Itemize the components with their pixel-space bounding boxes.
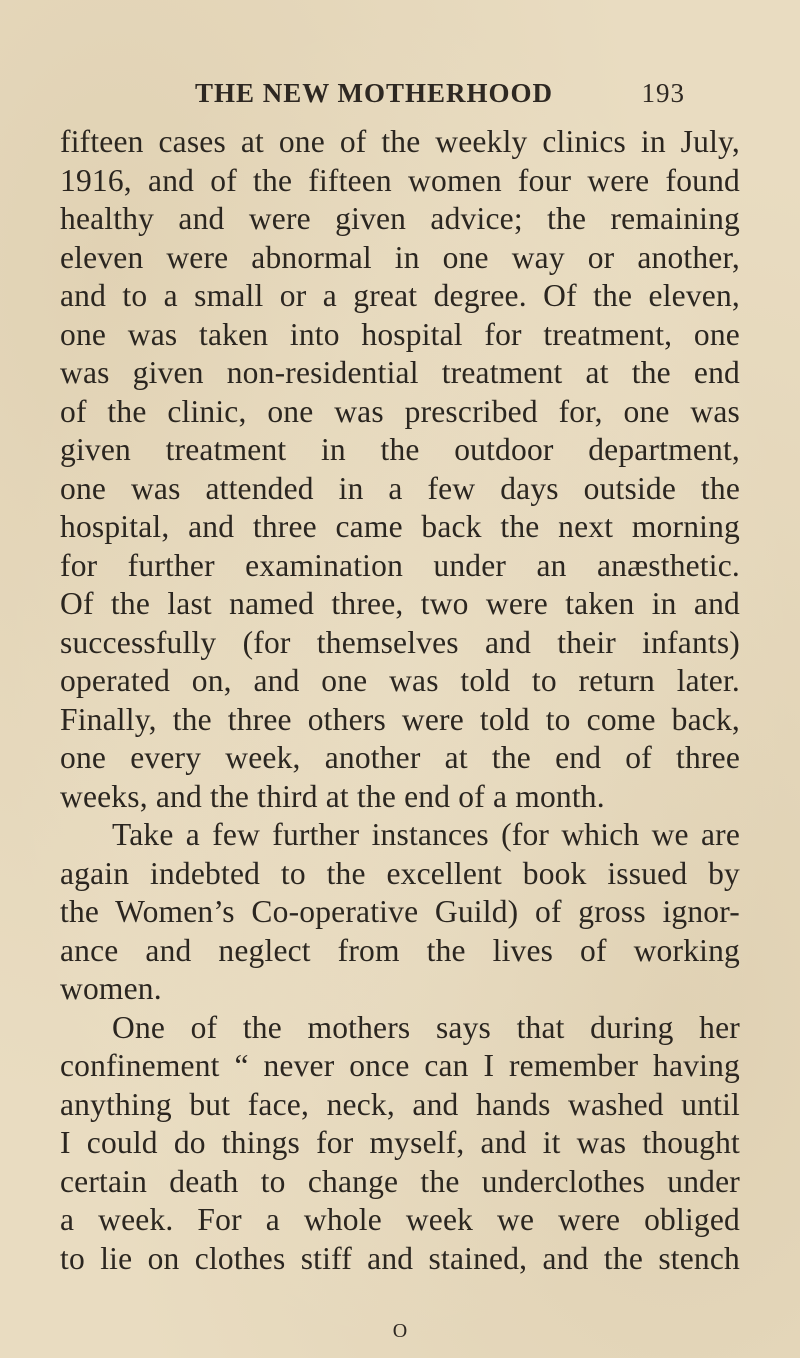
text-line: operated on, and one was told to return later. — [60, 663, 740, 698]
text-line: certain death to change the underclothes under — [60, 1163, 740, 1199]
text-line: confinement “ never once can I remember having — [60, 1048, 740, 1083]
text-line: I could do things for myself, and it was thought — [60, 1125, 740, 1160]
text-line: a week. For a whole week we were obliged — [60, 1202, 740, 1237]
text-line: successfully (for themselves and their infants) — [60, 624, 740, 660]
text-line: Finally, the three others were told to come back, — [60, 701, 740, 737]
text-line: was given non-residential treatment at the end — [60, 355, 740, 390]
text-line: ance and neglect from the lives of working — [60, 932, 740, 968]
text-line: hospital, and three came back the next morning — [60, 509, 740, 544]
text-line: of the clinic, one was prescribed for, one was — [60, 393, 740, 429]
text-line: anything but face, neck, and hands washed until — [60, 1086, 740, 1122]
running-title: THE NEW MOTHERHOOD — [195, 78, 554, 108]
text-line: women. — [60, 971, 162, 1006]
text-line: weeks, and the third at the end of a month. — [60, 778, 605, 814]
page-number: 193 — [641, 78, 685, 108]
text-line: healthy and were given advice; the remaining — [60, 201, 740, 236]
text-line: Of the last named three, two were taken in and — [60, 586, 740, 621]
running-header — [195, 78, 685, 109]
body-text — [60, 123, 740, 1278]
text-line: again indebted to the excellent book issued by — [60, 855, 740, 891]
text-line: and to a small or a great degree. Of the eleven, — [60, 278, 740, 313]
text-line: eleven were abnormal in one way or another, — [60, 239, 740, 275]
text-line: fifteen cases at one of the weekly clinics in July, — [60, 124, 740, 159]
text-line: one every week, another at the end of three — [60, 740, 740, 775]
text-line: One of the mothers says that during her — [112, 1009, 740, 1045]
text-line: the Women’s Co-operative Guild) of gross ignor- — [60, 894, 740, 929]
signature-mark: O — [392, 1320, 408, 1342]
text-line: for further examination under an anæsthetic. — [60, 547, 740, 583]
text-line: one was taken into hospital for treatment, one — [60, 316, 740, 352]
text-line: 1916, and of the fifteen women four were found — [60, 162, 740, 198]
text-line: to lie on clothes stiff and stained, and the stench — [60, 1240, 740, 1276]
text-line: Take a few further instances (for which we are — [112, 817, 740, 852]
text-line: one was attended in a few days outside the — [60, 470, 740, 506]
text-line: given treatment in the outdoor department, — [60, 432, 740, 467]
